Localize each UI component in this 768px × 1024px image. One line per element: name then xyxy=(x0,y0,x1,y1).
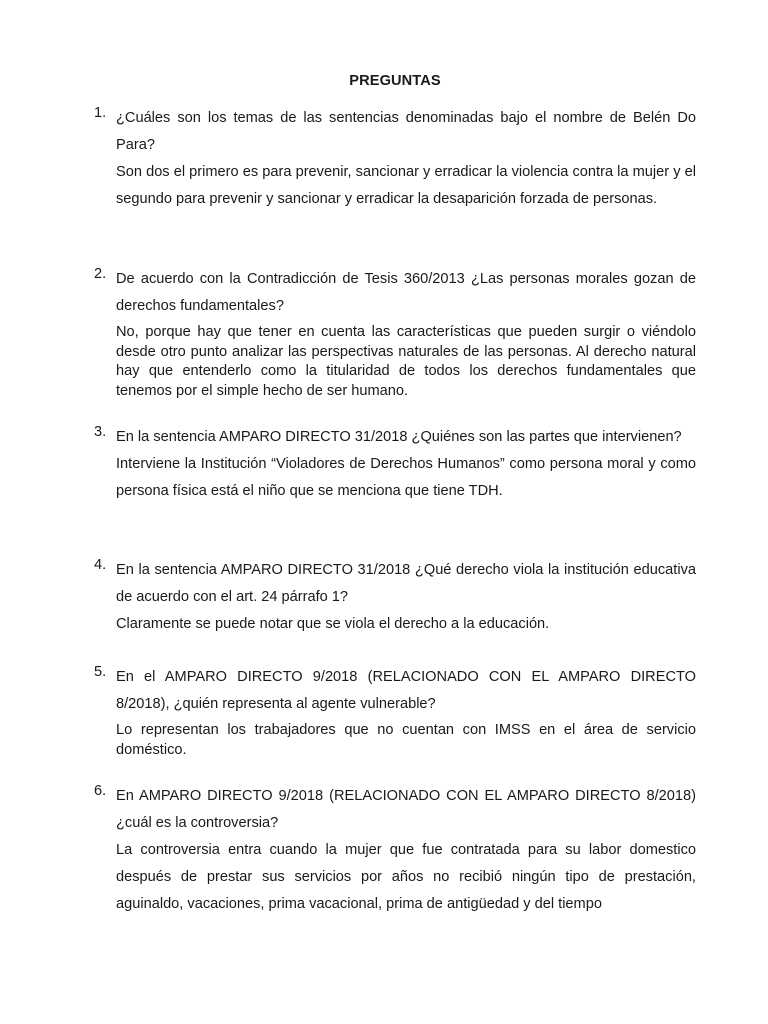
question-item xyxy=(94,424,696,505)
question-item xyxy=(94,557,696,638)
answer-text: No, porque hay que tener en cuenta las características que pueden surgir o viéndolo desde otro punto analizar las perspectivas naturales de las personas. Al derecho natural hay que entenderlo como la titularidad de todos los derechos fundamentales que tenemos por el simple hecho de ser humano. xyxy=(116,324,696,399)
question-text: De acuerdo con la Contradicción de Tesis 360/2013 ¿Las personas morales gozan de derechos fundamentales? xyxy=(116,271,696,314)
question-text: En la sentencia AMPARO DIRECTO 31/2018 ¿Qué derecho viola la institución educativa de acuerdo con el art. 24 párrafo 1? xyxy=(116,562,696,605)
page-title: PREGUNTAS xyxy=(349,73,441,89)
question-text: En la sentencia AMPARO DIRECTO 31/2018 ¿Quiénes son las partes que intervienen? xyxy=(116,429,682,445)
question-text: En AMPARO DIRECTO 9/2018 (RELACIONADO CON EL AMPARO DIRECTO 8/2018) ¿cuál es la controversia? xyxy=(116,788,696,831)
question-item xyxy=(94,783,696,918)
question-number: 3. xyxy=(94,424,107,440)
question-item xyxy=(94,105,696,213)
question-number: 5. xyxy=(94,664,107,680)
question-item xyxy=(94,266,696,401)
answer-text: Son dos el primero es para prevenir, sancionar y erradicar la violencia contra la mujer y el segundo para prevenir y sancionar y erradicar la desaparición forzada de personas. xyxy=(116,164,696,207)
answer-text: La controversia entra cuando la mujer que fue contratada para su labor domestico después de prestar sus servicios por años no recibió ningún tipo de prestación, aguinaldo, vacaciones, prima vacacional, prima de antigüedad y del tiempo xyxy=(116,842,696,912)
answer-text: Lo representan los trabajadores que no cuentan con IMSS en el área de servicio doméstico. xyxy=(116,722,696,758)
answer-text: Interviene la Institución “Violadores de Derechos Humanos” como persona moral y como persona física está el niño que se menciona que tiene TDH. xyxy=(116,456,696,499)
answer-text: Claramente se puede notar que se viola el derecho a la educación. xyxy=(116,616,550,632)
question-number: 6. xyxy=(94,783,107,799)
question-number: 2. xyxy=(94,266,107,282)
question-text: ¿Cuáles son los temas de las sentencias denominadas bajo el nombre de Belén Do Para? xyxy=(116,110,696,153)
question-item xyxy=(94,664,696,760)
question-number: 4. xyxy=(94,557,107,573)
question-number: 1. xyxy=(94,105,107,121)
question-text: En el AMPARO DIRECTO 9/2018 (RELACIONADO CON EL AMPARO DIRECTO 8/2018), ¿quién representa al agente vulnerable? xyxy=(116,669,696,712)
